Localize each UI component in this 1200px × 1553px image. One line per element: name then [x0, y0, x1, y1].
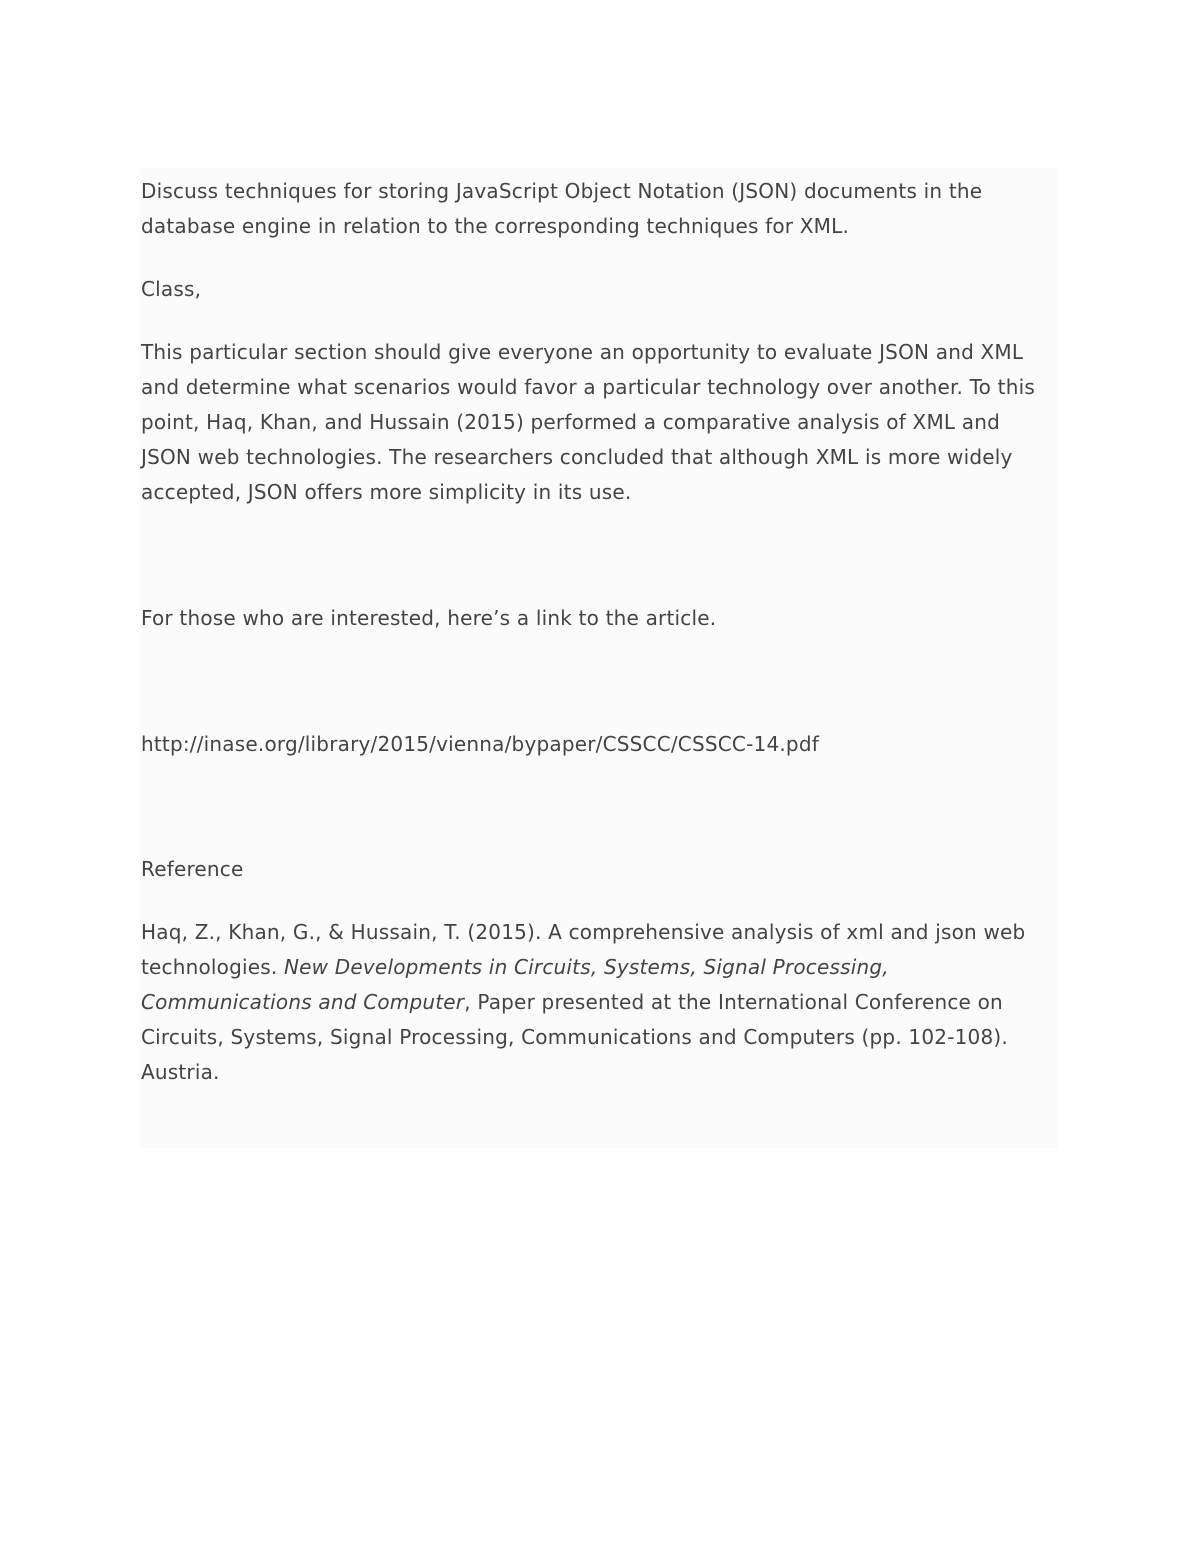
- interest-line: For those who are interested, here’s a link to the article.: [141, 606, 717, 630]
- reference-authors-title: Haq, Z., Khan, G., & Hussain, T. (2015). A comprehensive analysis of xml and json web technologies.: [141, 920, 1026, 979]
- body-paragraph: This particular section should give everyone an opportunity to evaluate JSON and XML and determine what scenarios would favor a particular technology over another. To this point, Haq, Khan, and Hussain (2015) performed a comparative analysis of XML and JSON web technologies. The researchers concluded that although XML is more widely accepted, JSON offers more simplicity in its use.: [141, 340, 1035, 504]
- reference-source-title: New Developments in Circuits, Systems, Signal Processing, Communications and Computer: [141, 955, 889, 1014]
- greeting-text: Class,: [141, 277, 202, 301]
- reference-entry: [141, 915, 1056, 1090]
- reference-heading: Reference: [141, 857, 244, 881]
- question-text: Discuss techniques for storing JavaScript Object Notation (JSON) documents in the database engine in relation to the corresponding techniques for XML.: [141, 179, 983, 238]
- article-link[interactable]: http://inase.org/library/2015/vienna/bypaper/CSSCC/CSSCC-14.pdf: [141, 732, 819, 756]
- reference-details: , Paper presented at the International Conference on Circuits, Systems, Signal Processing, Communications and Computers (pp. 102-108). Austria.: [141, 990, 1008, 1084]
